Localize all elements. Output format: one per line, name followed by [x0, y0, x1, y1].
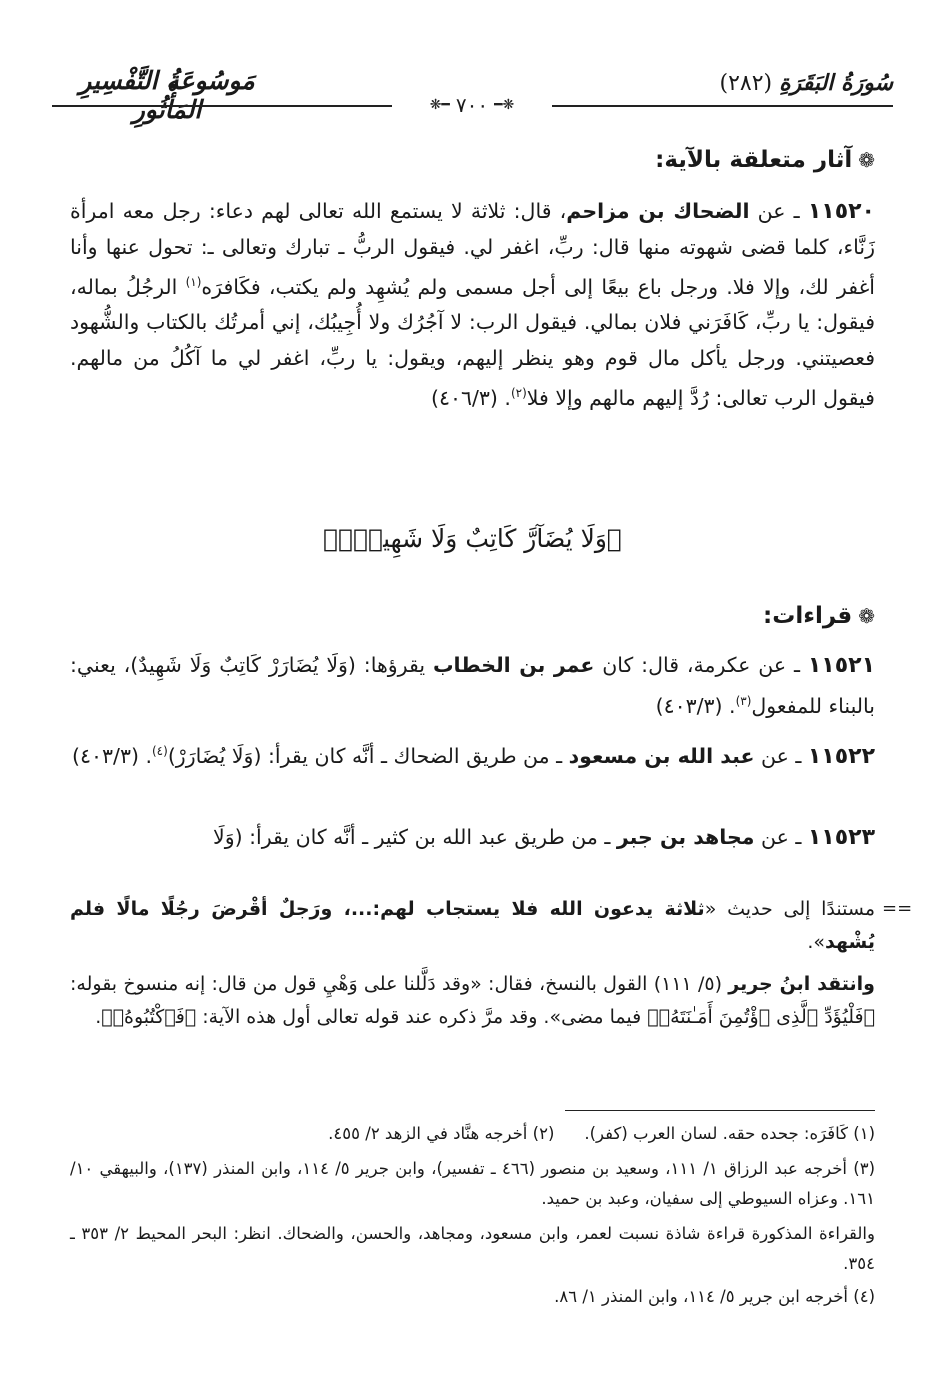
item-number: ١١٥٢٣	[807, 825, 875, 850]
footnote-3-cont: والقراءة المذكورة قراءة شاذة نسبت لعمر، وابن مسعود، ومجاهد، والحسن، والضحاك. انظر: البحر المحيط ٢/ ٣٥٣ ـ ٣٥٤.	[70, 1224, 875, 1273]
volume-ref: . (٤٠٦/٣)	[430, 386, 511, 411]
quran-verse: ﴿وَلَا يُضَآرَّ كَاتِبٌ وَلَا شَهِيدٌۚ﴾	[323, 524, 622, 553]
footnote-ref[interactable]: (٣)	[735, 693, 752, 708]
text: ، قال: ثلاثة لا يستمع الله تعالى لهم دعاء: رجل معه امرأة زَنَّاء، كلما قضى شهوته منها قال: ربِّ، اغفر لي. فيقول الربُّ ـ تبارك وتعالى ـ: تحول عنها وأنا أغفر لك، وإلا فلا. ورجل باع بيعًا إلى أجل مسمى ولم يُشهِد ولم يكتب، فكَافرَه	[70, 199, 876, 299]
item-number: ١١٥٢٠	[807, 199, 875, 224]
text: ـ من طريق الضحاك ـ أنَّه كان يقرأ: (وَلَا يُضَارَرْ)	[167, 743, 569, 768]
section-heading-athar	[655, 147, 875, 173]
header-verse-number: (٢٨٢)	[719, 71, 773, 96]
text: ـ من طريق عبد الله بن كثير ـ أنَّه كان يقرأ: (وَلَا	[213, 825, 617, 849]
volume-ref: . (٤٠٣/٣)	[72, 743, 152, 768]
footnote-1: (١) كَافَرَه: جحده حقه. لسان العرب (كفر).	[584, 1124, 875, 1143]
text: يقرؤها: (وَلَا يُضَارَرْ كَاتِبٌ وَلَا شَهِيدٌ)، يعني: بالبناء للمفعول	[70, 653, 875, 718]
narrator-name: عمر بن الخطاب	[432, 653, 595, 677]
commentator-name: وانتقد ابنُ جرير	[728, 973, 875, 995]
hadith-text: ثلاثة يدعون الله فلا يستجاب لهم:...، ورَجلٌ أقْرضَ رجُلًا مالًا فلم يُشْهد	[70, 898, 875, 953]
text: ـ عن	[749, 199, 808, 223]
text: الرجُلُ بماله، فيقول: يا ربِّ، كَافَرَني فلان بمالي. فيقول الرب: لا آجُرُك ولا أُجِيبُك، إني أمرتُك بالكتاب والشُّهود فعصيتني. ورجل يأكل مال قوم وهو ينظر إليهم، ويقول: يا ربِّ، اغفر لي ما آكُلُ من مالهم. فيقول الرب تعالى: رُدَّ إليهم مالهم وإلا فلا	[70, 274, 875, 411]
text: ».	[807, 931, 825, 953]
footnote-ref[interactable]: (٤)	[151, 744, 168, 758]
flower-icon: ❁	[858, 604, 875, 628]
narrator-name: عبد الله بن مسعود	[568, 743, 755, 768]
item-number: ١١٥٢٢	[807, 743, 875, 769]
footnote-ref[interactable]: (٢)	[510, 386, 527, 401]
footnote-ref[interactable]: (١)	[185, 275, 202, 289]
text: ـ عن	[754, 825, 808, 849]
text: (٥/ ١١١) القول بالنسخ، فقال: «وقد دَلَّلنا على وَهْيِ قول من قال: إنه منسوخ بقوله:	[70, 973, 729, 995]
continuation-mark: ==	[882, 898, 913, 919]
continuation-paragraph	[70, 893, 875, 959]
narrator-name: مجاهد بن جبر	[616, 825, 755, 849]
footnote-3: (٣) أخرجه عبد الرزاق ١/ ١١١، وسعيد بن منصور (٤٦٦ ـ تفسير)، وابن جرير ٥/ ١١٤، وابن المنذر (١٣٧)، والبيهقي ١٠/ ١٦١. وعزاه السيوطي إلى سفيان، وعبد بن حميد.	[70, 1159, 875, 1208]
text: ـ عن	[754, 743, 808, 768]
flower-icon: ❁	[858, 148, 875, 172]
surah-name: سُورَةُ البَقَرَةِ	[779, 70, 893, 96]
text: .	[95, 1006, 102, 1028]
section-heading-text: آثار متعلقة بالآية:	[655, 147, 853, 173]
footnote-2: (٢) أخرجه هنَّاد في الزهد ٢/ ٤٥٥.	[328, 1124, 555, 1143]
section-heading-qiraat	[763, 603, 875, 629]
qiraat-item	[70, 820, 875, 856]
footnote-row	[70, 1119, 875, 1149]
item-number: ١١٥٢١	[807, 653, 875, 678]
book-title: مَوسُوعَةُ التَّفْسِيرِ المَأْثُورِ	[79, 66, 255, 124]
surah-header	[663, 70, 893, 106]
footnote-divider	[565, 1110, 875, 1111]
text: فيما مضى». وقد مرَّ ذكره عند قوله تعالى أول هذه الآية:	[196, 1006, 648, 1028]
narrator-name: الضحاك بن مزاحم	[566, 199, 750, 223]
qiraat-item	[70, 648, 875, 724]
quran-quote: ﴿فَلْيُؤَدِّ ٱلَّذِى ٱؤْتُمِنَ أَمَـٰنَتَهُۥ﴾	[647, 1006, 875, 1028]
page-number-box	[392, 92, 552, 118]
commentary-paragraph	[70, 968, 875, 1034]
ornament-icon: ━❋	[494, 97, 515, 113]
section-heading-text: قراءات:	[763, 603, 853, 629]
quran-quote: ﴿فَٱكْتُبُوهُۚ﴾	[101, 1006, 197, 1028]
text: مستندًا إلى حديث «	[704, 898, 875, 920]
page-number: ٧٠٠	[455, 93, 489, 117]
qiraat-item	[70, 734, 875, 774]
athar-paragraph	[70, 194, 875, 417]
footnote-4: (٤) أخرجه ابن جرير ٥/ ١١٤، وابن المنذر ١/ ٨٦.	[554, 1287, 875, 1306]
text: ـ عن عكرمة، قال: كان	[594, 653, 808, 677]
volume-ref: . (٤٠٣/٣)	[655, 693, 736, 718]
ornament-icon: ❋━	[429, 97, 450, 113]
